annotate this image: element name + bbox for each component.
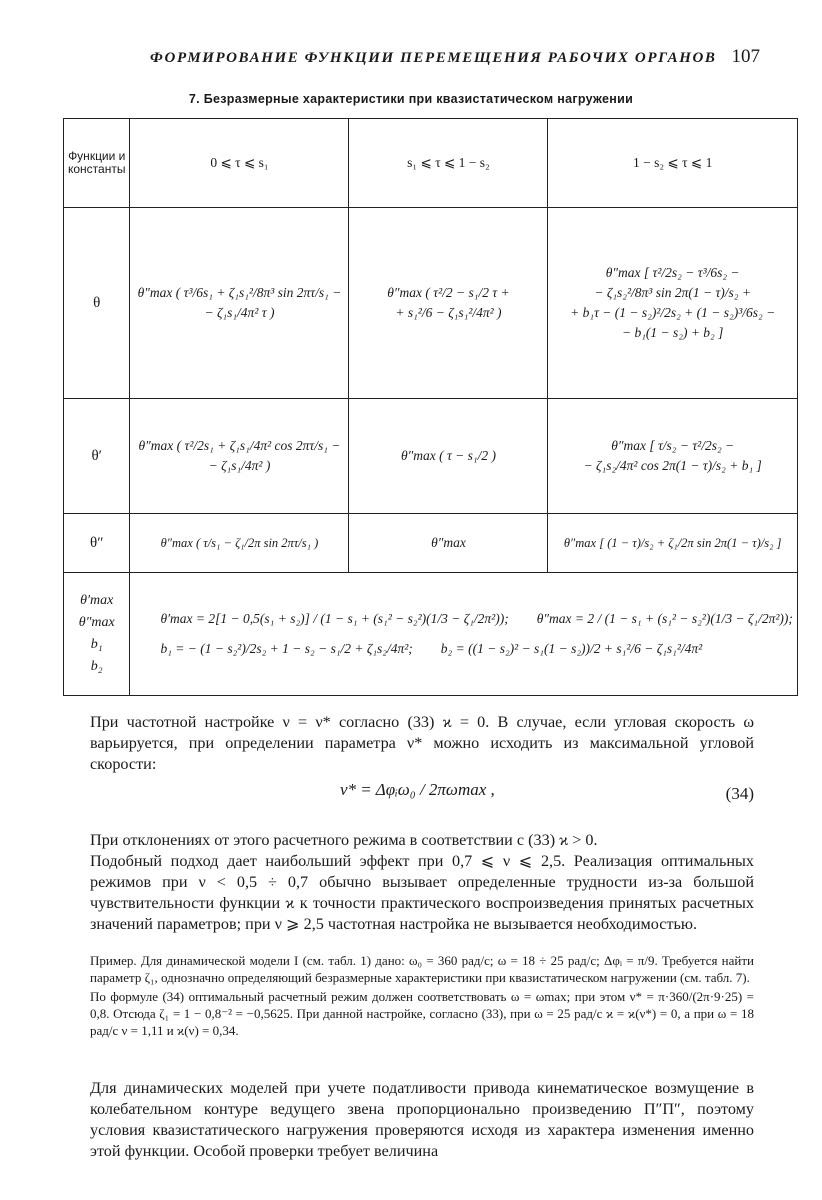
body-paragraph-1 bbox=[90, 712, 754, 775]
cell-theta-prime-interval-1 bbox=[130, 399, 349, 514]
table-row-theta bbox=[64, 208, 798, 399]
paragraph: Подобный подход дает наибольший эффект при 0,7 ⩽ ν ⩽ 2,5. Реализация оптимальных режимов при ν < 0,5 ÷ 0,7 обычно вызывает определенные трудности из-за большой чувствительности функции ϰ к точности практического воспроизведения принятых расчетных значений параметров; при ν ⩾ 2,5 частотная настройка не вызывается необходимостью. bbox=[90, 852, 754, 933]
expr-line: − ζ₁s₂/4π² cos 2π(1 − τ)/s₂ + b₁ ] bbox=[583, 458, 762, 473]
const-formula: θ″max = 2 / (1 − s₁ + (s₁² − s₂²)(1/3 − ζ₁/2π²)); bbox=[536, 611, 793, 626]
page-header bbox=[150, 46, 760, 72]
expr-line: θ″max ( τ³/6s₁ + ζ₁s₁²/8π³ sin 2πτ/s₁ − bbox=[137, 285, 342, 300]
expr-line: θ″max [ (1 − τ)/s₂ + ζ₁/2π sin 2π(1 − τ)/s₂ ] bbox=[563, 536, 782, 550]
example-paragraph: Пример. Для динамической модели I (см. табл. 1) дано: ω₀ = 360 рад/с; ω = 18 ÷ 25 рад/с; Δφᵢ = π/9. Требуется найти параметр ζ₁, однозначно определяющий безразмерные характеристики при квазистатическом нагружении (см. табл. 7). bbox=[90, 953, 754, 985]
expr-line: θ″max [ τ/s₂ − τ²/2s₂ − bbox=[611, 438, 735, 453]
expr-line: − ζ₁s₁/4π² ) bbox=[208, 458, 271, 473]
paragraph: При частотной настройке ν = ν* согласно (33) ϰ = 0. В случае, если угловая скорость ω варьируется, при определении параметра ν* можно исходить из максимальной угловой скорости: bbox=[90, 713, 754, 773]
table-row-theta-double-prime bbox=[64, 514, 798, 573]
expr-line: − b₁(1 − s₂) + b₂ ] bbox=[621, 325, 724, 340]
row-label-theta-prime: θ′ bbox=[64, 399, 130, 514]
cell-theta-interval-2 bbox=[349, 208, 548, 399]
cell-theta-interval-3 bbox=[548, 208, 797, 399]
cell-theta-double-prime-interval-3 bbox=[548, 514, 797, 573]
cell-theta-double-prime-interval-2 bbox=[349, 514, 548, 573]
page-number: 107 bbox=[731, 46, 760, 67]
const-label: θ′max bbox=[80, 593, 114, 608]
example-block bbox=[90, 952, 754, 1039]
cell-theta-double-prime-interval-1 bbox=[130, 514, 349, 573]
expr-line: + b₁τ − (1 − s₂)²/2s₂ + (1 − s₂)³/6s₂ − bbox=[570, 305, 776, 320]
constants-labels bbox=[64, 573, 130, 696]
formula-expression: ν* = Δφᵢω₀ / 2πωmax , bbox=[340, 780, 495, 799]
col-header-functions: Функции и константы bbox=[64, 119, 130, 208]
const-line-pair bbox=[160, 634, 792, 664]
body-paragraph-4 bbox=[90, 1078, 754, 1162]
table-header-row bbox=[64, 119, 798, 208]
const-label: b₁ bbox=[90, 637, 103, 652]
expr-line: − ζ₁s₁/4π² τ ) bbox=[204, 305, 275, 320]
cell-theta-prime-interval-3 bbox=[548, 399, 797, 514]
const-formula: b₂ = ((1 − s₂)² − s₁(1 − s₂))/2 + s₁²/6 − ζ₁s₁²/4π² bbox=[440, 641, 703, 656]
characteristics-table bbox=[63, 118, 798, 696]
const-label: b₂ bbox=[90, 659, 103, 674]
cell-theta-interval-1 bbox=[130, 208, 349, 399]
cell-theta-prime-interval-2 bbox=[349, 399, 548, 514]
const-formula: b₁ = − (1 − s₂²)/2s₂ + 1 − s₂ − s₁/2 + ζ₁s₂/4π²; bbox=[160, 641, 413, 656]
formula-number: (34) bbox=[725, 784, 754, 803]
expr-line: θ″max bbox=[431, 535, 466, 550]
expr-line: θ″max ( τ²/2 − s₁/2 τ + bbox=[387, 285, 510, 300]
expr-line: θ″max ( τ/s₁ − ζ₁/2π sin 2πτ/s₁ ) bbox=[160, 536, 319, 550]
table-row-theta-prime bbox=[64, 399, 798, 514]
expr-line: θ″max ( τ − s₁/2 ) bbox=[400, 448, 496, 463]
table-row-constants bbox=[64, 573, 798, 696]
const-line-pair bbox=[160, 604, 792, 634]
expr-line: − ζ₁s₂²/8π³ sin 2π(1 − τ)/s₂ + bbox=[594, 285, 751, 300]
const-formula: θ′max = 2[1 − 0,5(s₁ + s₂)] / (1 − s₁ + (s₁² − s₂²)(1/3 − ζ₁/2π²)); bbox=[160, 611, 509, 626]
col-header-interval-1: 0 ⩽ τ ⩽ s₁ bbox=[130, 119, 349, 208]
example-paragraph: По формуле (34) оптимальный расчетный режим должен соответствовать ω = ωmax; при этом ν* = π·360/(2π·9·25) = 0,8. Отсюда ζ₁ = 1 − 0,8⁻² = −0,5625. При данной настройке, согласно (33), при ω = 25 рад/с ϰ = ϰ(ν*) = 0, а при ω = 18 рад/с ν = 1,11 и ϰ(ν) = 0,34. bbox=[90, 989, 754, 1038]
const-label: θ″max bbox=[78, 615, 115, 630]
col-header-interval-2: s₁ ⩽ τ ⩽ 1 − s₂ bbox=[349, 119, 548, 208]
expr-line: θ″max [ τ²/2s₂ − τ³/6s₂ − bbox=[605, 265, 740, 280]
body-paragraphs-2-3 bbox=[90, 830, 754, 935]
paragraph: Для динамических моделей при учете податливости привода кинематическое возмущение в колебательном контуре ведущего звена пропорционально произведению П″П″, поэтому условия квазистатического нагружения проверяются исходя из характера изменения именно этой функции. Особой проверки требует величина bbox=[90, 1079, 754, 1160]
formula-34 bbox=[90, 770, 754, 816]
expr-line: + s₁²/6 − ζ₁s₁²/4π² ) bbox=[395, 305, 502, 320]
row-label-theta: θ bbox=[64, 208, 130, 399]
col-header-interval-3: 1 − s₂ ⩽ τ ⩽ 1 bbox=[548, 119, 797, 208]
row-label-theta-double-prime: θ″ bbox=[64, 514, 130, 573]
paragraph: При отклонениях от этого расчетного режима в соответствии с (33) ϰ > 0. bbox=[90, 831, 598, 849]
expr-line: θ″max ( τ²/2s₁ + ζ₁s₁/4π² cos 2πτ/s₁ − bbox=[138, 438, 341, 453]
table-caption: 7. Безразмерные характеристики при квазистатическом нагружении bbox=[188, 92, 634, 106]
running-title: ФОРМИРОВАНИЕ ФУНКЦИИ ПЕРЕМЕЩЕНИЯ РАБОЧИХ ОРГАНОВ bbox=[150, 50, 717, 66]
constants-formulas bbox=[130, 573, 797, 696]
